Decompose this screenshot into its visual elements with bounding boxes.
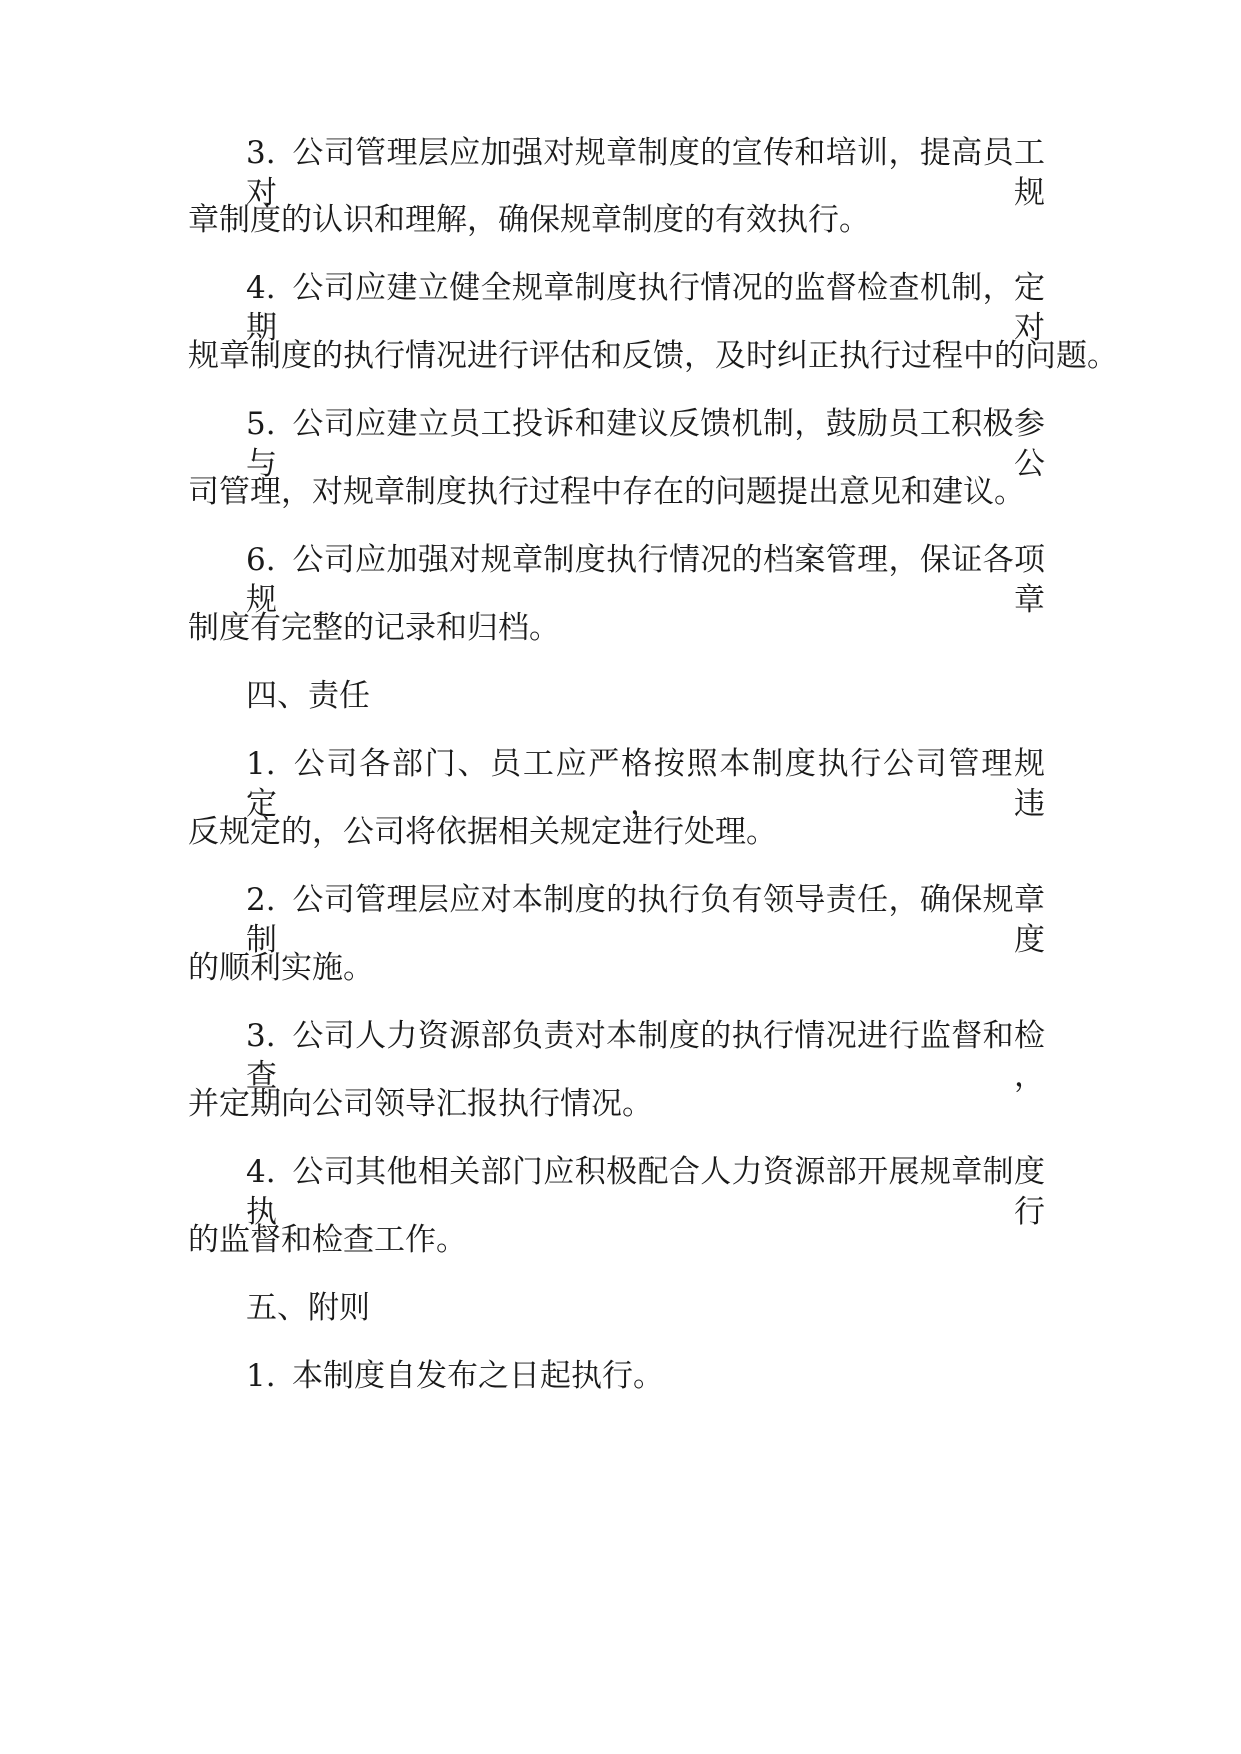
paragraph-3-line-1 bbox=[246, 133, 1045, 211]
paragraph-text: 公司应建立员工投诉和建议反馈机制，鼓励员工积极参与公 bbox=[246, 406, 1045, 482]
list-number: 4. bbox=[246, 270, 276, 306]
responsibility-1-line-1 bbox=[246, 744, 1045, 822]
paragraph-6-line-1 bbox=[246, 540, 1045, 618]
paragraph-text: 公司应加强对规章制度执行情况的档案管理，保证各项规章 bbox=[246, 542, 1045, 618]
paragraph-text: 公司应建立健全规章制度执行情况的监督检查机制，定期对 bbox=[246, 270, 1045, 346]
paragraph-4-line-2: 规章制度的执行情况进行评估和反馈，及时纠正执行过程中的问题。 bbox=[188, 338, 1118, 374]
responsibility-2-line-2: 的顺利实施。 bbox=[188, 950, 374, 986]
responsibility-3-line-1 bbox=[246, 1016, 1045, 1094]
paragraph-5-line-2: 司管理，对规章制度执行过程中存在的问题提出意见和建议。 bbox=[188, 474, 1025, 510]
list-number: 3. bbox=[246, 135, 276, 171]
paragraph-text: 公司管理层应对本制度的执行负有领导责任，确保规章制度 bbox=[246, 882, 1045, 958]
paragraph-text: 公司人力资源部负责对本制度的执行情况进行监督和检查， bbox=[246, 1018, 1045, 1094]
paragraph-6-line-2: 制度有完整的记录和归档。 bbox=[188, 610, 560, 646]
list-number: 1. bbox=[246, 746, 276, 782]
paragraph-4-line-1 bbox=[246, 268, 1045, 346]
paragraph-5-line-1 bbox=[246, 404, 1045, 482]
list-number: 2. bbox=[246, 882, 276, 918]
paragraph-text: 公司各部门、员工应严格按照本制度执行公司管理规定，违 bbox=[246, 746, 1045, 822]
responsibility-2-line-1 bbox=[246, 880, 1045, 958]
responsibility-1-line-2: 反规定的，公司将依据相关规定进行处理。 bbox=[188, 814, 777, 850]
section-heading-supplementary: 五、附则 bbox=[246, 1290, 370, 1326]
responsibility-4-line-1 bbox=[246, 1152, 1045, 1230]
supplementary-1-line-1 bbox=[246, 1356, 664, 1396]
section-heading-responsibility: 四、责任 bbox=[246, 678, 370, 714]
paragraph-text: 本制度自发布之日起执行。 bbox=[292, 1358, 664, 1394]
responsibility-4-line-2: 的监督和检查工作。 bbox=[188, 1222, 467, 1258]
list-number: 5. bbox=[246, 406, 276, 442]
responsibility-3-line-2: 并定期向公司领导汇报执行情况。 bbox=[188, 1086, 653, 1122]
list-number: 1. bbox=[246, 1358, 276, 1394]
paragraph-3-line-2: 章制度的认识和理解，确保规章制度的有效执行。 bbox=[188, 202, 870, 238]
list-number: 6. bbox=[246, 542, 276, 578]
paragraph-text: 公司管理层应加强对规章制度的宣传和培训，提高员工对规 bbox=[246, 135, 1045, 211]
paragraph-text: 公司其他相关部门应积极配合人力资源部开展规章制度执行 bbox=[246, 1154, 1045, 1230]
list-number: 4. bbox=[246, 1154, 276, 1190]
list-number: 3. bbox=[246, 1018, 276, 1054]
